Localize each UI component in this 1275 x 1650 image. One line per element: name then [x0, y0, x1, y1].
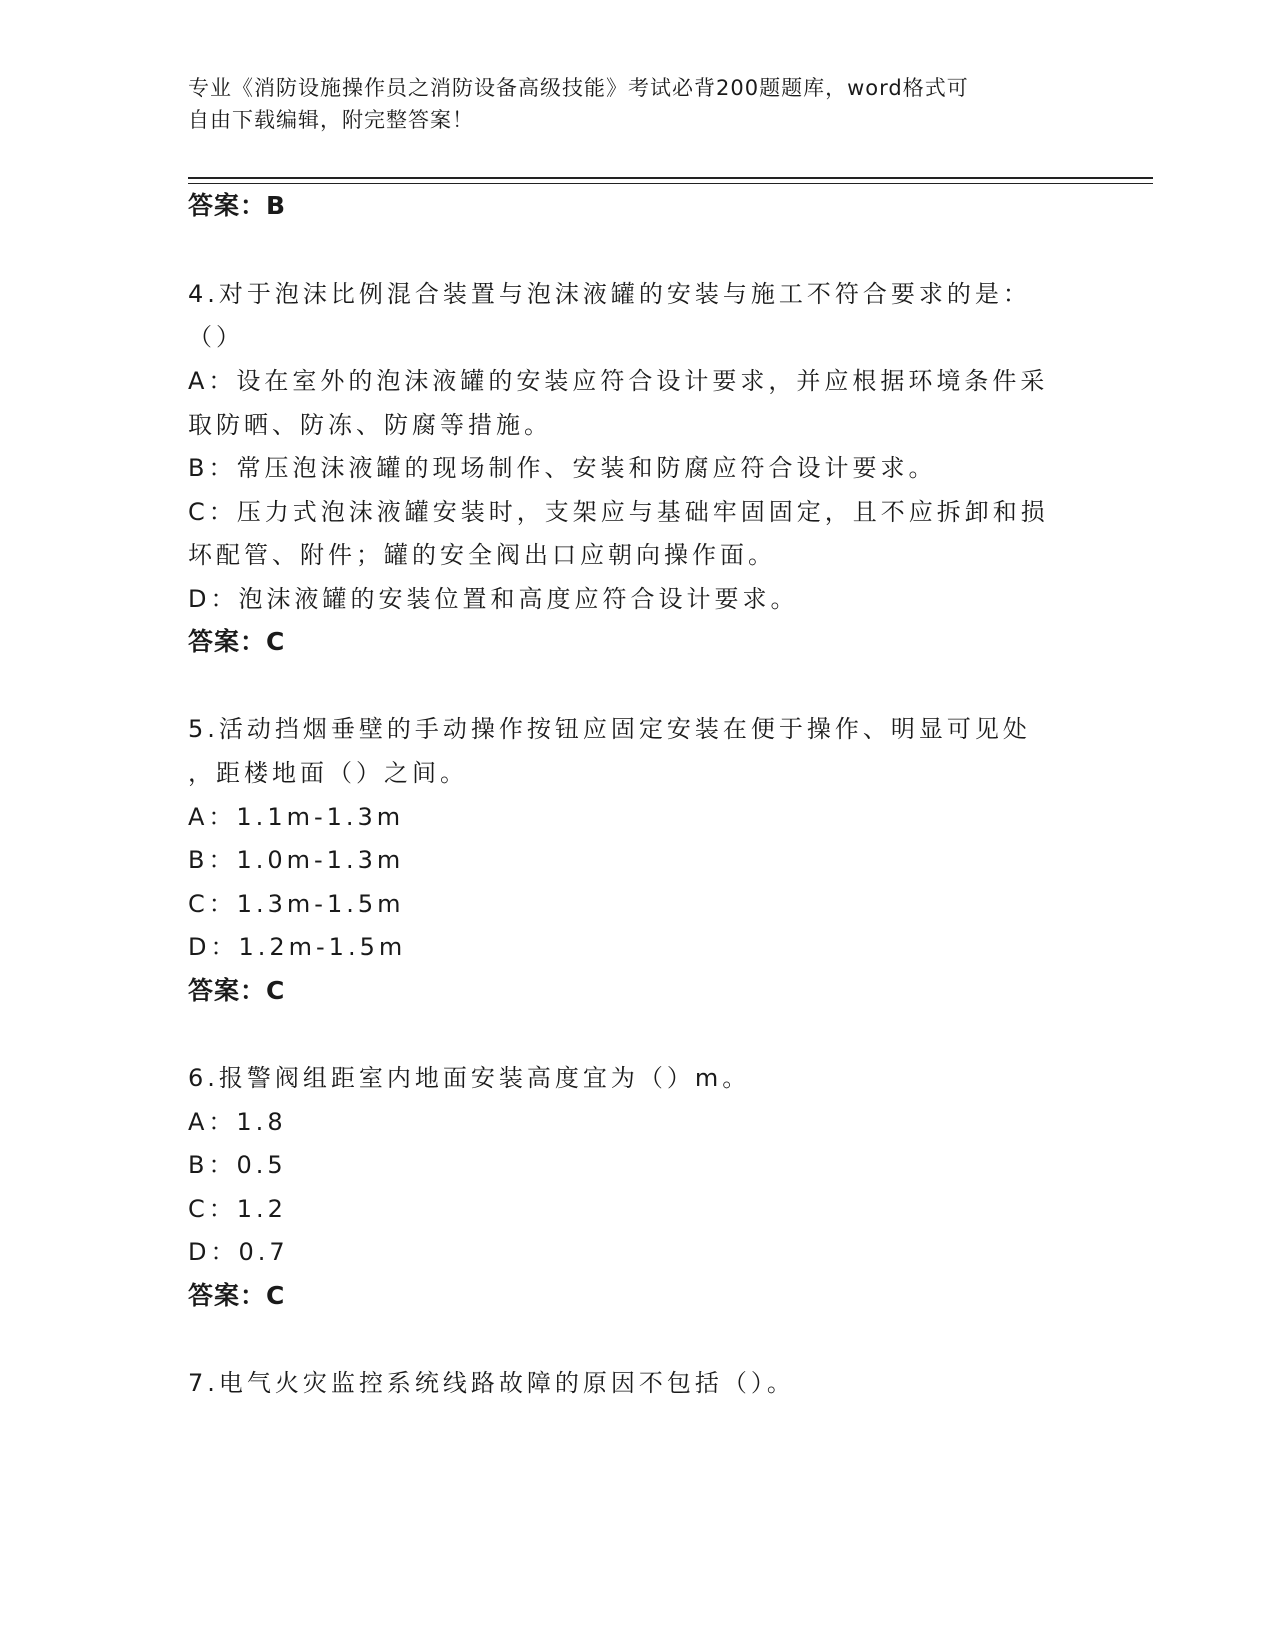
- header-line-2: 自由下载编辑，附完整答案！: [188, 108, 474, 132]
- answer-q6: 答案：C: [188, 1281, 286, 1310]
- question-6-option-b: B：0.5: [188, 1151, 287, 1179]
- header-line-1: 专业《消防设施操作员之消防设备高级技能》考试必背200题题库，word格式可: [188, 76, 969, 100]
- document-header: [188, 72, 1068, 136]
- header-rule-thin: [188, 183, 1153, 184]
- question-4-option-a-line-1: A：设在室外的泡沫液罐的安装应符合设计要求，并应根据环境条件采: [188, 367, 1049, 395]
- question-4-option-b: B：常压泡沫液罐的现场制作、安装和防腐应符合设计要求。: [188, 454, 937, 482]
- question-5-option-c: C：1.3m-1.5m: [188, 890, 405, 918]
- answer-q4: 答案：C: [188, 627, 286, 656]
- question-7-stem: 7.电气火灾监控系统线路故障的原因不包括（）。: [188, 1369, 795, 1397]
- question-6-option-c: C：1.2: [188, 1195, 287, 1223]
- question-4-option-c-line-1: C：压力式泡沫液罐安装时，支架应与基础牢固固定，且不应拆卸和损: [188, 498, 1049, 526]
- question-5-stem-line-2: ，距楼地面（）之间。: [188, 759, 468, 787]
- answer-q5: 答案：C: [188, 976, 286, 1005]
- answer-q3: 答案：B: [188, 191, 287, 220]
- question-4-stem-line-2: （）: [188, 323, 244, 351]
- question-6-option-d: D：0.7: [188, 1238, 289, 1266]
- question-5-option-a: A：1.1m-1.3m: [188, 803, 405, 831]
- question-6-stem: 6.报警阀组距室内地面安装高度宜为（）m。: [188, 1064, 751, 1092]
- question-4-option-c-line-2: 坏配管、附件；罐的安全阀出口应朝向操作面。: [188, 541, 776, 569]
- question-4-option-d: D：泡沫液罐的安装位置和高度应符合设计要求。: [188, 585, 799, 613]
- question-5-option-d: D：1.2m-1.5m: [188, 933, 407, 961]
- header-rule-thick: [188, 177, 1153, 179]
- question-6-option-a: A：1.8: [188, 1108, 287, 1136]
- question-5-option-b: B：1.0m-1.3m: [188, 846, 405, 874]
- question-4-option-a-line-2: 取防晒、防冻、防腐等措施。: [188, 411, 552, 439]
- question-5-stem-line-1: 5.活动挡烟垂壁的手动操作按钮应固定安装在便于操作、明显可见处: [188, 715, 1031, 743]
- question-4-stem-line-1: 4.对于泡沫比例混合装置与泡沫液罐的安装与施工不符合要求的是：: [188, 280, 1031, 308]
